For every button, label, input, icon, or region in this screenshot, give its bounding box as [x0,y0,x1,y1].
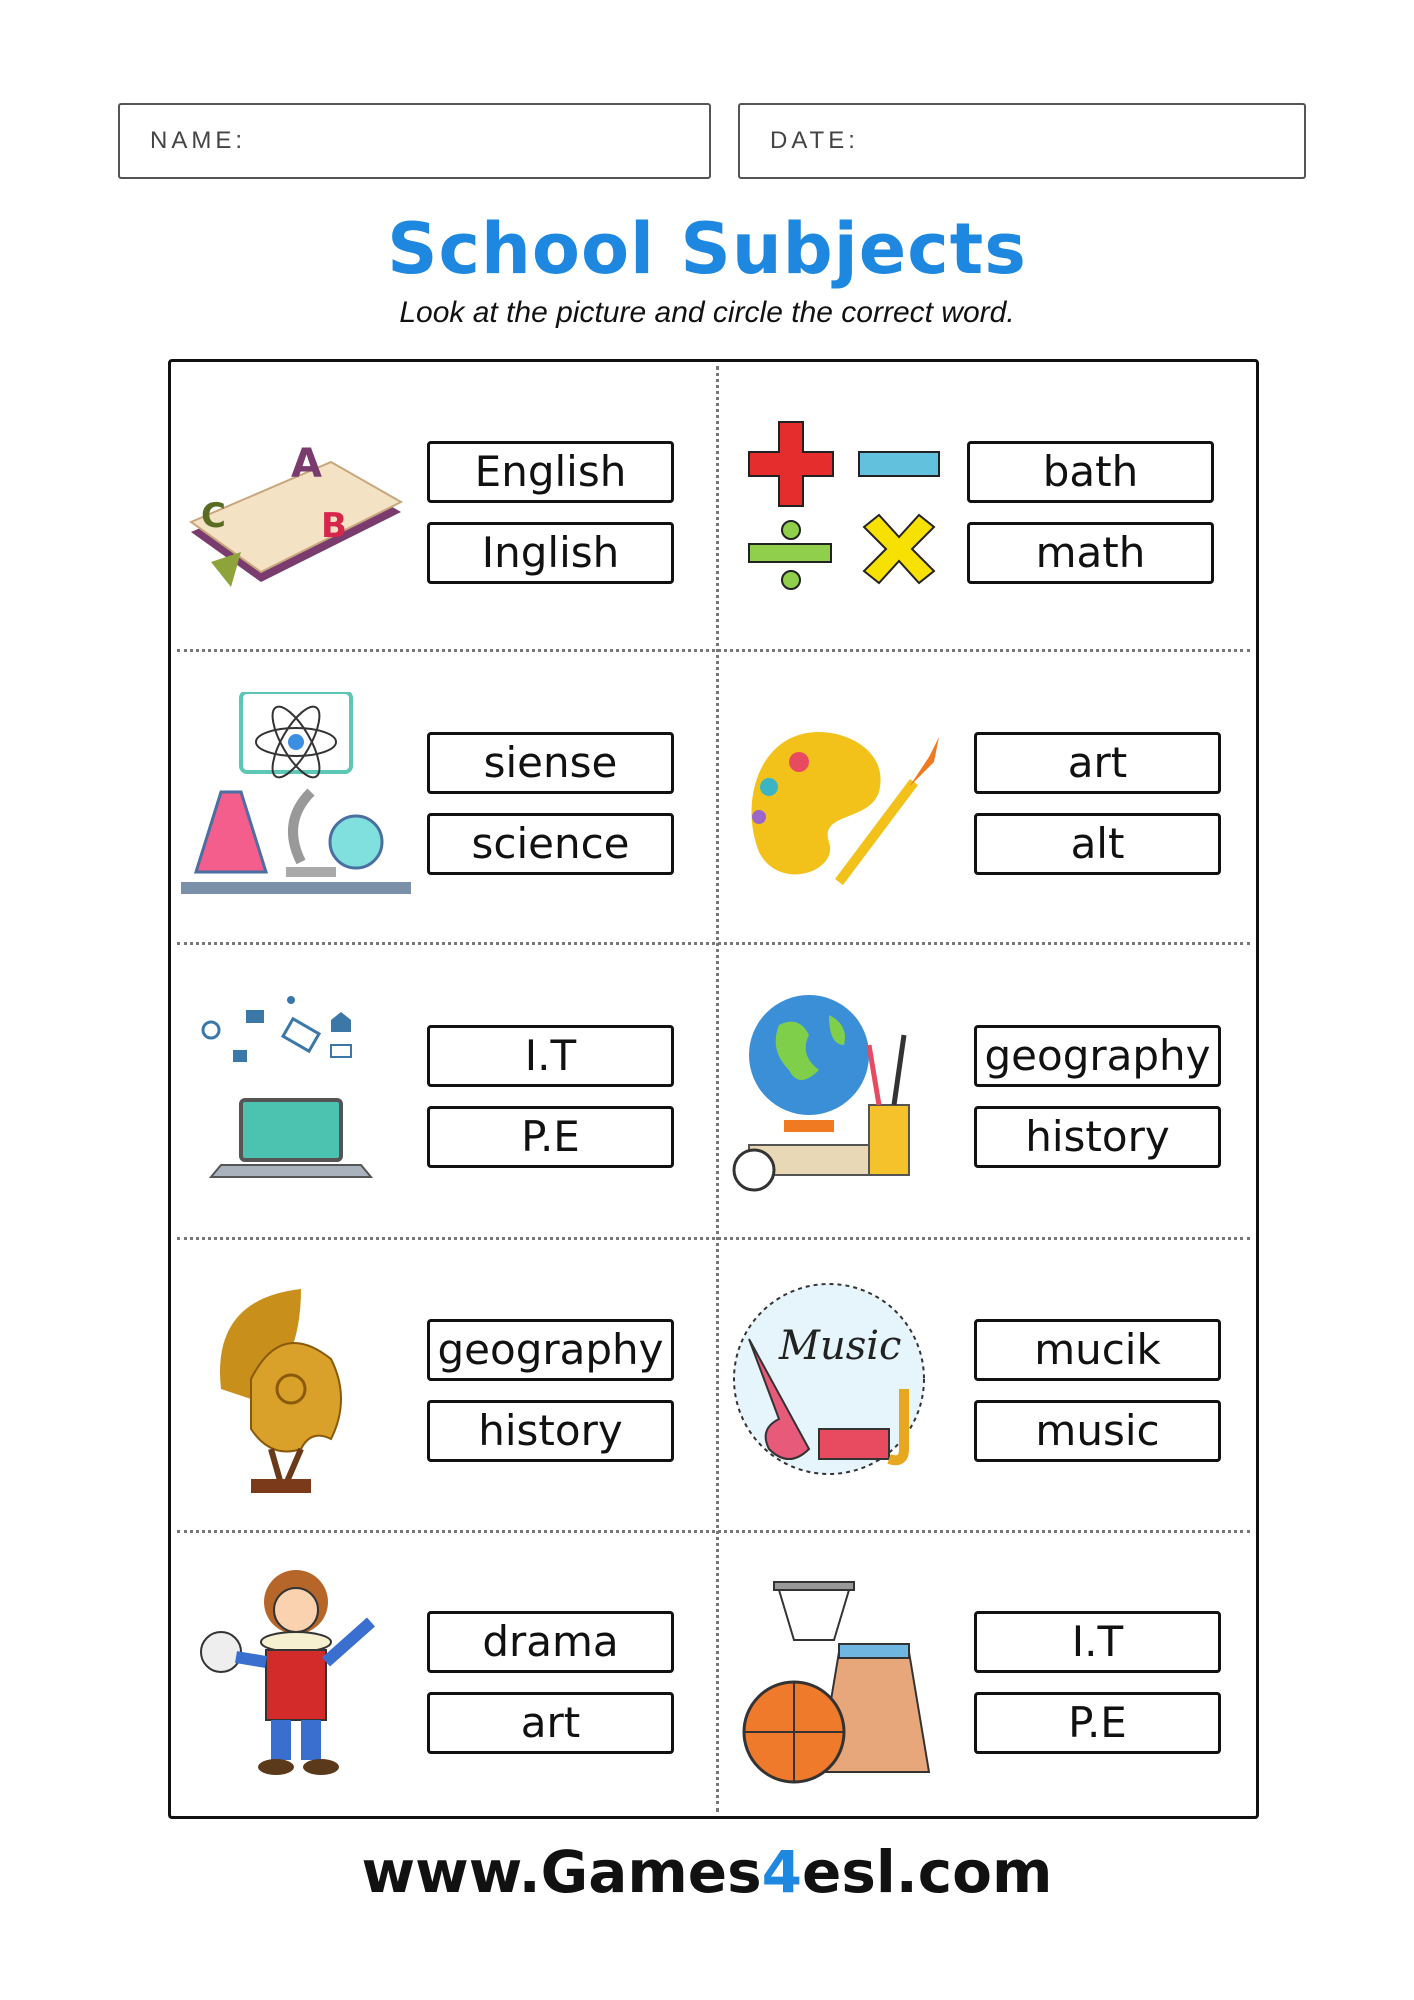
name-label: NAME: [150,127,247,154]
question-drama [171,1532,711,1822]
option-alt[interactable]: alt [974,813,1221,875]
question-history [171,1239,711,1529]
option-history[interactable]: history [427,1400,674,1462]
option-music[interactable]: music [974,1400,1221,1462]
question-art [719,652,1259,942]
option-art[interactable]: art [427,1692,674,1754]
website-footer [0,1838,1414,1906]
option-pe[interactable]: P.E [974,1692,1221,1754]
footer-highlight: 4 [761,1838,803,1906]
actor-with-skull-icon [181,1562,411,1792]
option-it[interactable]: I.T [427,1025,674,1087]
footer-prefix: www.Games [361,1838,762,1906]
music-logo-lettering: Music [779,1323,902,1369]
paint-palette-icon [729,692,959,912]
page-title: School Subjects [387,208,1027,290]
globe-icon [729,985,959,1205]
option-inglish[interactable]: Inglish [427,522,674,584]
spartan-helmet-icon [181,1279,411,1499]
worksheet-grid [168,359,1259,1819]
option-pe[interactable]: P.E [427,1106,674,1168]
option-geography[interactable]: geography [974,1025,1221,1087]
option-drama[interactable]: drama [427,1611,674,1673]
svg-text:C: C [201,496,226,536]
option-mucik[interactable]: mucik [974,1319,1221,1381]
question-music [719,1239,1259,1529]
name-field[interactable] [118,103,711,179]
question-english [171,362,711,652]
instructions: Look at the picture and circle the correct word. [399,296,1015,329]
music-instruments-icon [729,1279,959,1499]
option-bath[interactable]: bath [967,441,1214,503]
option-geography[interactable]: geography [427,1319,674,1381]
question-pe [719,1532,1259,1822]
question-math [719,362,1259,652]
date-field[interactable] [738,103,1306,179]
math-symbols-icon [729,402,959,622]
footer-suffix: esl.com [802,1838,1053,1906]
svg-text:A: A [291,441,322,487]
question-science [171,652,711,942]
question-it [171,945,711,1235]
option-art[interactable]: art [974,732,1221,794]
option-history[interactable]: history [974,1106,1221,1168]
science-lab-icon [181,692,411,912]
option-siense[interactable]: siense [427,732,674,794]
option-math[interactable]: math [967,522,1214,584]
question-geography [719,945,1259,1235]
option-science[interactable]: science [427,813,674,875]
option-english[interactable]: English [427,441,674,503]
basketball-gym-icon [729,1572,959,1792]
option-it[interactable]: I.T [974,1611,1221,1673]
laptop-network-icon [181,985,411,1205]
alphabet-book-icon [181,402,411,622]
svg-text:B: B [321,506,347,546]
date-label: DATE: [770,127,859,154]
